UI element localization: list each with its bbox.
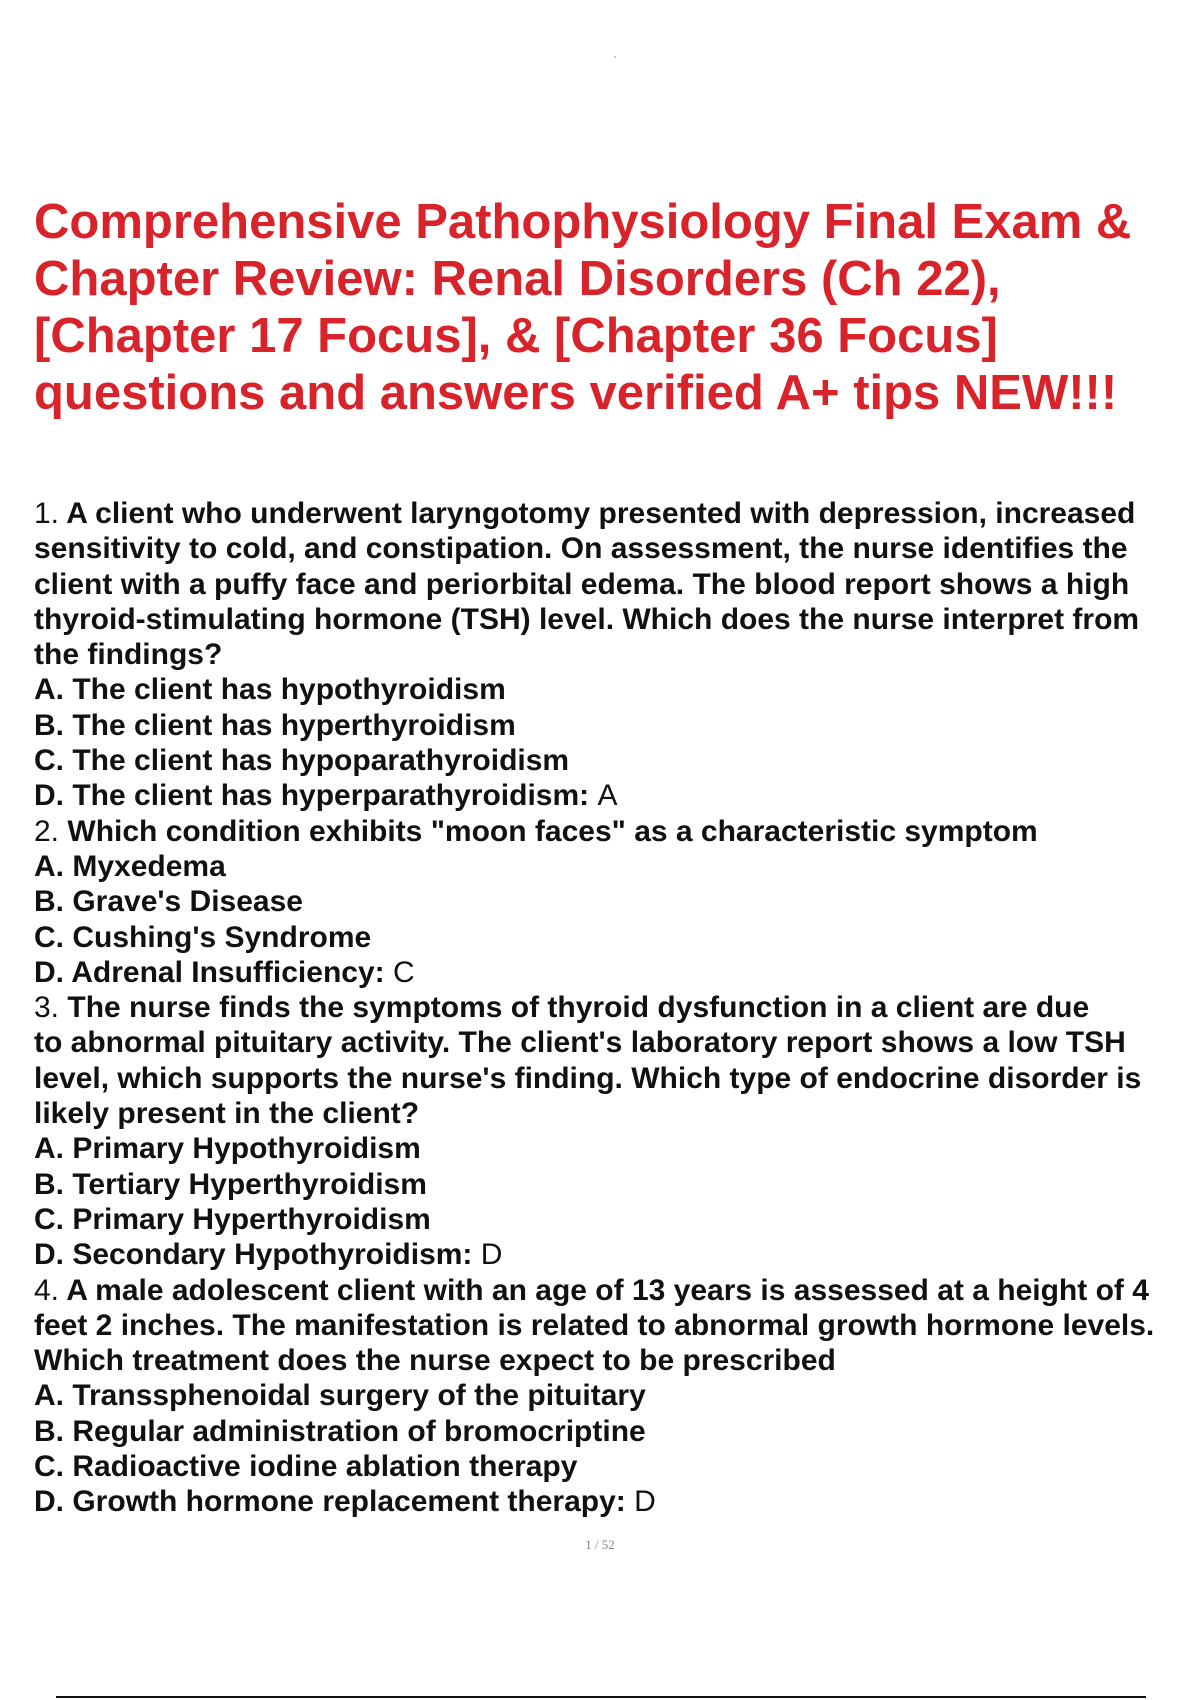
correct-answer: C xyxy=(392,955,415,989)
question-stem: Which condition exhibits "moon faces" as a characteristic symptom xyxy=(67,814,1038,848)
title-line: questions and answers verified A+ tips NEW!!! xyxy=(34,366,1118,420)
question-stem: A client who underwent laryngotomy presented with depression, increased xyxy=(66,497,1136,530)
question-stem-line: the findings? xyxy=(34,638,223,672)
answer-option: D. Growth hormone replacement therapy: xyxy=(34,1485,626,1519)
title-line: Comprehensive Pathophysiology Final Exam & xyxy=(34,195,1132,249)
answer-option: B. Grave's Disease xyxy=(34,885,303,919)
answer-option-last xyxy=(34,1484,1200,1519)
question-stem-line xyxy=(34,1273,1200,1308)
correct-answer: D xyxy=(480,1238,503,1272)
scan-speck xyxy=(614,56,616,58)
answer-option: D. Adrenal Insufficiency: xyxy=(34,955,385,989)
answer-option-last xyxy=(34,778,1200,813)
answer-option-last xyxy=(34,955,1200,990)
question-stem-line xyxy=(34,814,1200,849)
answer-option: A. Transsphenoidal surgery of the pituitary xyxy=(34,1379,646,1413)
question-number: 2. xyxy=(34,814,60,848)
answer-option: C. Primary Hyperthyroidism xyxy=(34,1202,431,1236)
question-stem-line xyxy=(34,496,1200,531)
question-stem-line: likely present in the client? xyxy=(34,1097,420,1131)
correct-answer: D xyxy=(634,1485,656,1519)
answer-option: C. The client has hypoparathyroidism xyxy=(34,744,570,778)
question-stem-line: level, which supports the nurse's finding. Which type of endocrine disorder is xyxy=(34,1061,1142,1095)
answer-option-last xyxy=(34,1237,1200,1272)
question-stem: A male adolescent client with an age of 13 years is assessed at a height of 4 xyxy=(66,1273,1149,1307)
question-stem-line: Which treatment does the nurse expect to be prescribed xyxy=(34,1344,836,1378)
question-stem-line: feet 2 inches. The manifestation is related to abnormal growth hormone levels. xyxy=(34,1308,1155,1342)
document-title xyxy=(34,194,1194,422)
question-number: 3. xyxy=(34,991,60,1025)
answer-option: A. Primary Hypothyroidism xyxy=(34,1132,421,1166)
answer-option: C. Radioactive iodine ablation therapy xyxy=(34,1450,578,1484)
answer-option: B. The client has hyperthyroidism xyxy=(34,708,516,742)
correct-answer: A xyxy=(597,779,618,813)
question-stem-line: client with a puffy face and periorbital edema. The blood report shows a high xyxy=(34,567,1130,601)
answer-option: C. Cushing's Syndrome xyxy=(34,920,372,954)
answer-option: A. Myxedema xyxy=(34,849,226,883)
answer-option: D. Secondary Hypothyroidism: xyxy=(34,1238,473,1272)
question-stem-line: to abnormal pituitary activity. The client's laboratory report shows a low TSH xyxy=(34,1026,1126,1060)
answer-option: B. Tertiary Hyperthyroidism xyxy=(34,1167,427,1201)
question-number: 1. xyxy=(34,497,60,530)
question-stem: The nurse finds the symptoms of thyroid dysfunction in a client are due xyxy=(67,991,1090,1025)
title-line: Chapter Review: Renal Disorders (Ch 22), xyxy=(34,252,1001,306)
question-number: 4. xyxy=(34,1273,60,1307)
question-stem-line: sensitivity to cold, and constipation. On assessment, the nurse identifies the xyxy=(34,532,1128,566)
page-number: 1 / 52 xyxy=(585,1537,615,1552)
title-line: [Chapter 17 Focus], & [Chapter 36 Focus] xyxy=(34,309,998,363)
answer-option: D. The client has hyperparathyroidism: xyxy=(34,779,590,813)
answer-option: A. The client has hypothyroidism xyxy=(34,673,506,707)
question-stem-line xyxy=(34,990,1200,1025)
question-stem-line: thyroid-stimulating hormone (TSH) level. Which does the nurse interpret from xyxy=(34,602,1140,636)
bottom-divider xyxy=(56,1696,1146,1698)
question-list xyxy=(34,496,1200,1520)
answer-option: B. Regular administration of bromocriptine xyxy=(34,1414,646,1448)
